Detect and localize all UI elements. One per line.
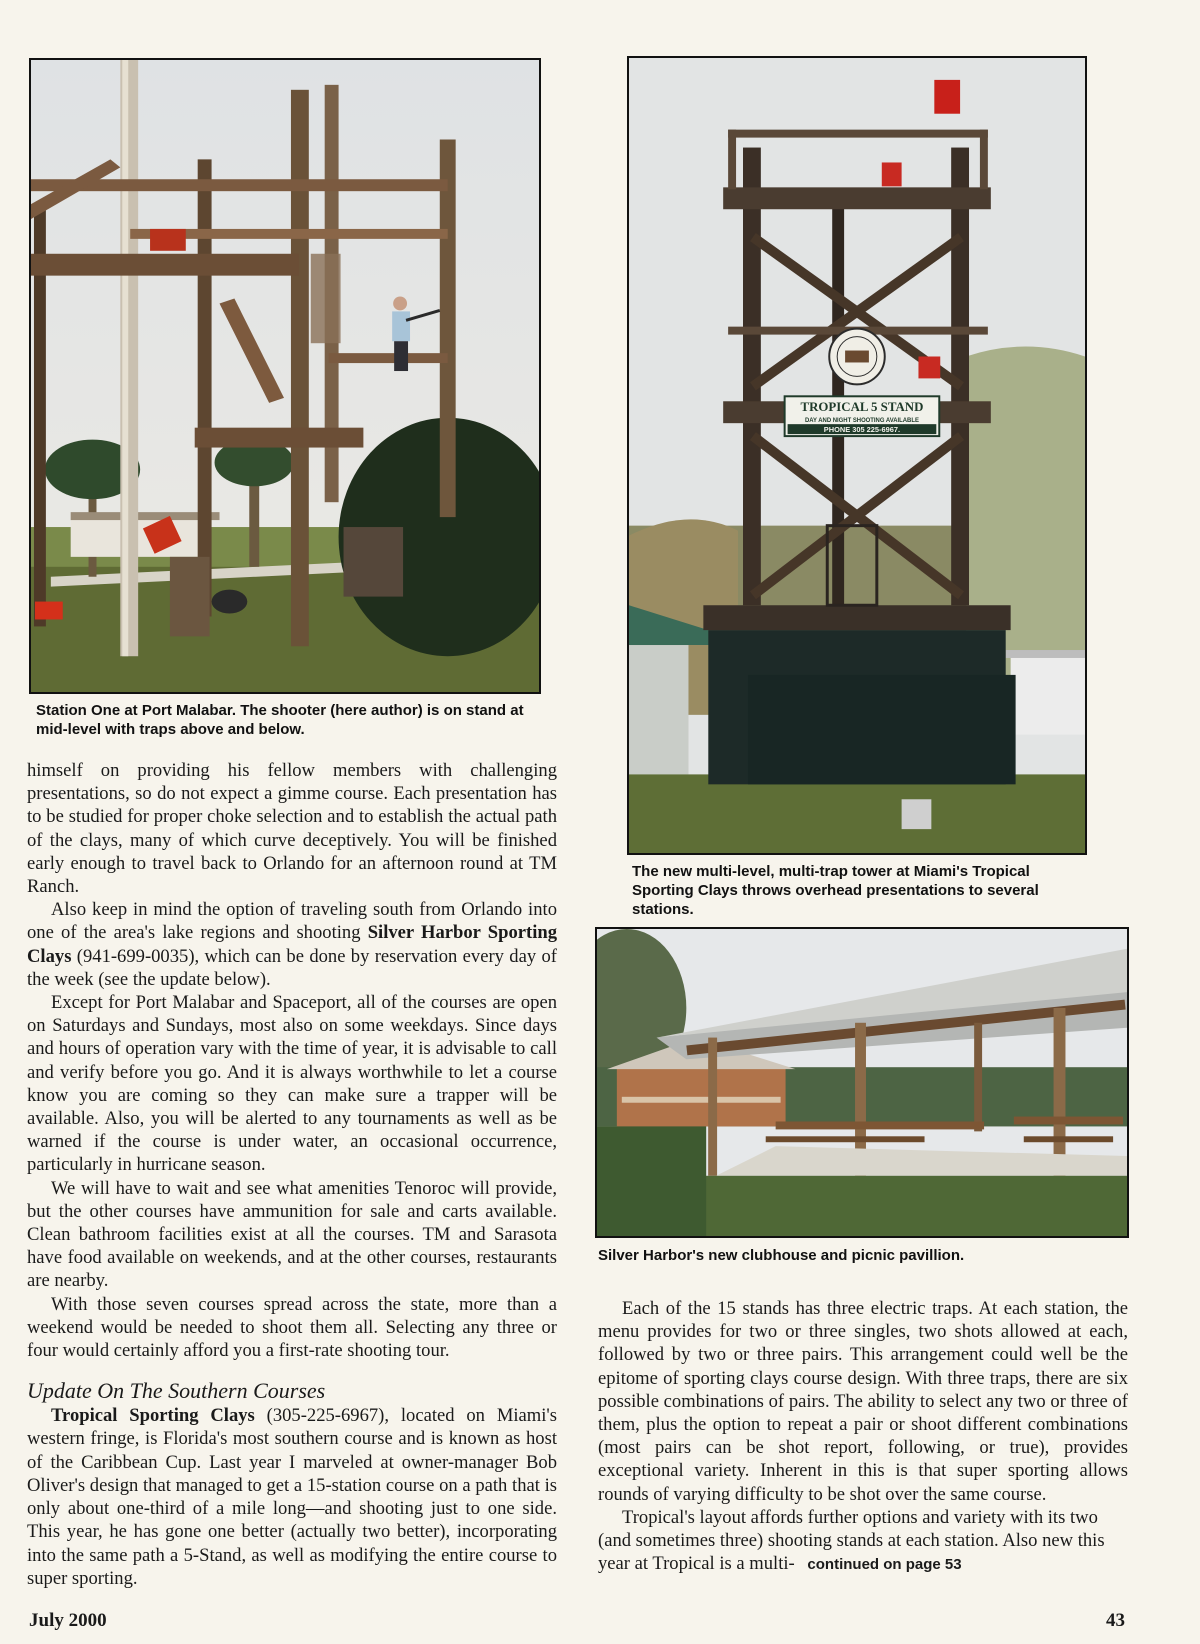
left-paragraph-6: Tropical Sporting Clays (305-225-6967), located on Miami's western fringe, is Florida's most southern course and is known as host of the Caribbean Cup. Last year I marveled at owner-manager Bob Oliver's design that managed to get a 15-station course on a path that is only about one-third of a mile long—and shooting just to one side. This year, he has gone one better (actually two better), incorporating into the same path a 5-Stand, as well as modifying the entire course to super sporting.: [27, 1405, 557, 1589]
left-paragraph-1: himself on providing his fellow members with challenging presentations, so do not expect a gimme course. Each presentation has to be studied for proper choke selection and to establish the actual path of the clays, many of which curve deceptively. You will be finished early enough to travel back to Orlando for an afternoon round at TM Ranch.: [27, 760, 557, 898]
left-paragraph-3: Except for Port Malabar and Spaceport, all of the courses are open on Saturdays and Sundays, most also on some weekdays. Since days and hours of operation vary with the time of year, it is advisable to call and verify before you go. And it is always worthwhile to let a course know you are coming so they can make sure a trapper will be available. Also, you will be alerted to any tournaments as well as be warned if the course is under water, an occasional occurrence, particularly in hurricane season.: [27, 992, 557, 1176]
continued-note: continued on page 53: [807, 1556, 962, 1574]
right-paragraph-1: Each of the 15 stands has three electric traps. At each station, the menu provides for two or three singles, two shots allowed at each, followed by two or three pairs. This arrangement could well be the epitome of sporting clays course design. With three traps, there are six possible combinations of pairs. The ability to select any two or three of them, plus the option to repeat a pair or shoot different combinations (most pairs can be shot report, following, or true), provides exceptional variety. Inherent in this is that super sporting allows rounds of varying difficulty to be shot over the same course.: [598, 1298, 1128, 1505]
port-malabar-photo: [29, 58, 541, 694]
tropical-name: Tropical Sporting Clays: [51, 1405, 255, 1427]
silver-harbor-caption: Silver Harbor's new clubhouse and picnic pavillion.: [598, 1247, 965, 1264]
left-column: [27, 759, 557, 1590]
left-paragraph-4: We will have to wait and see what amenities Tenoroc will provide, but the other courses have ammunition for sale and carts available. Clean bathroom facilities exist at all the courses. TM and Sarasota have food available on weekends, and at the other courses, restaurants are nearby.: [27, 1177, 557, 1292]
right-paragraph-2: Tropical's layout affords further options and variety with its two (and sometimes three) shooting stands at each station. Also new this year at Tropical is a multi- continued on page 53: [598, 1506, 1105, 1575]
left-paragraph-2: Also keep in mind the option of traveling south from Orlando into one of the area's lake regions and shooting Silver Harbor Sporting Clays (941-699-0035), which can be done by reservation every day of the week (see the update below).: [27, 899, 557, 990]
page-number: 43: [1106, 1610, 1125, 1631]
tropical-tower-photo: [627, 56, 1087, 855]
sign-line2: DAY AND NIGHT SHOOTING AVAILABLE: [804, 418, 919, 425]
silver-harbor-photo: [595, 927, 1129, 1238]
tropical-tower-caption: The new multi-level, multi-trap tower at Miami's Tropical Sporting Clays throws overhead presentations to several stations.: [632, 863, 1039, 918]
right-column: [598, 1297, 1128, 1576]
sign-line3: PHONE 305 225-6967.: [823, 425, 901, 435]
issue-date: July 2000: [29, 1610, 107, 1631]
left-paragraph-5: With those seven courses spread across the state, more than a weekend would be needed to shoot them all. Selecting any three or four would certainly afford you a first-rate shooting tour.: [27, 1293, 557, 1362]
silver-harbor-name: Silver Harbor Sporting Clays: [27, 922, 557, 967]
sign-line1: TROPICAL 5 STAND: [800, 399, 924, 415]
section-heading: Update On The Southern Courses: [27, 1378, 326, 1404]
port-malabar-caption: Station One at Port Malabar. The shooter (here author) is on stand at mid-level with traps above and below.: [36, 702, 524, 738]
